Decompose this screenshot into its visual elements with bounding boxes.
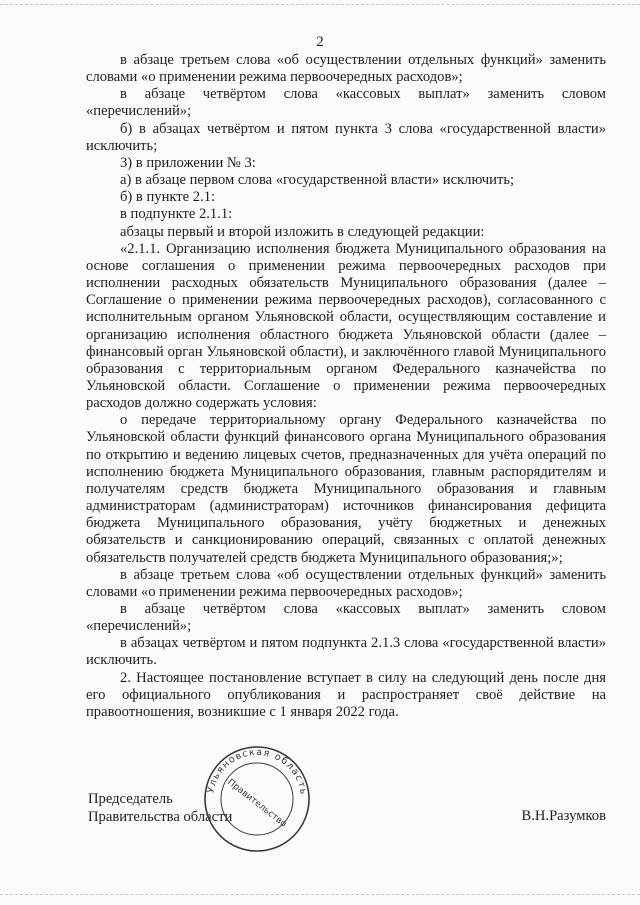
paragraph: «2.1.1. Организацию исполнения бюджета Муниципального образования на основе соглашения о применении режима первоочередных расходов при исполнении расходных обязательств Муниципального образования (далее – Соглашение о применении режима первоочередных расходов), согласованного с исполнительным органом Ульяновской области, осуществляющим составление и организацию исполнения областного бюджета Ульяновской области (далее – финансовый орган Ульяновской области), и заключённого главой Муниципального образования с территориальным органом Федерального казначейства по Ульяновской области. Соглашение о применении режима первоочередных расходов должно содержать условия: bbox=[86, 240, 606, 412]
paragraph: 2. Настоящее постановление вступает в силу на следующий день после дня его официального опубликования и распространяет своё действие на правоотношения, возникшие с 1 января 2022 года. bbox=[86, 669, 606, 720]
scan-bottom-edge bbox=[0, 894, 640, 896]
document-body bbox=[86, 52, 606, 721]
scan-top-edge bbox=[0, 4, 640, 6]
paragraph: а) в абзаце первом слова «государственной власти» исключить; bbox=[120, 172, 515, 189]
paragraph: 3) в приложении № 3: bbox=[120, 154, 256, 171]
signatory-name: В.Н.Разумков bbox=[521, 808, 606, 824]
paragraph: б) в абзацах четвёртом и пятом пункта 3 слова «государственной власти» исключить; bbox=[86, 120, 606, 154]
paragraph: в подпункте 2.1.1: bbox=[120, 206, 233, 223]
paragraph: в абзаце третьем слова «об осуществлении отдельных функций» заменить словами «о применении режима первоочередных расходов»; bbox=[86, 566, 606, 600]
signatory-title-line2: Правительства области bbox=[88, 809, 233, 825]
paragraph: абзацы первый и второй изложить в следующей редакции: bbox=[120, 223, 485, 240]
paragraph: б) в пункте 2.1: bbox=[120, 189, 216, 206]
seal-outer-text: Ульяновская область bbox=[205, 746, 309, 797]
official-seal bbox=[202, 744, 312, 854]
paragraph: в абзацах четвёртом и пятом подпункта 2.1.3 слова «государственной власти» исключить. bbox=[86, 635, 606, 669]
signatory-title-line1: Председатель bbox=[88, 791, 173, 807]
seal-inner-text: Правительство bbox=[225, 777, 289, 830]
paragraph: о передаче территориальному органу Федерального казначейства по Ульяновской области функций финансового органа Муниципального образования по открытию и ведению лицевых счетов, предназначенных для учёта операций по исполнению бюджета Муниципального образования, главным распорядителям и получателям средств бюджета Муниципального образования и главным администраторам (администраторам) источников финансирования дефицита бюджета Муниципального образования, учёту бюджетных и денежных обязательств и санкционированию операций, связанных с оплатой денежных обязательств получателей средств бюджета Муниципального образования;»; bbox=[86, 412, 606, 566]
paragraph: в абзаце четвёртом слова «кассовых выплат» заменить словом «перечислений»; bbox=[86, 601, 606, 635]
paragraph: в абзаце третьем слова «об осуществлении отдельных функций» заменить словами «о применении режима первоочередных расходов»; bbox=[86, 52, 606, 86]
paragraph: в абзаце четвёртом слова «кассовых выплат» заменить словом «перечислений»; bbox=[86, 86, 606, 120]
page-number: 2 bbox=[316, 34, 324, 50]
